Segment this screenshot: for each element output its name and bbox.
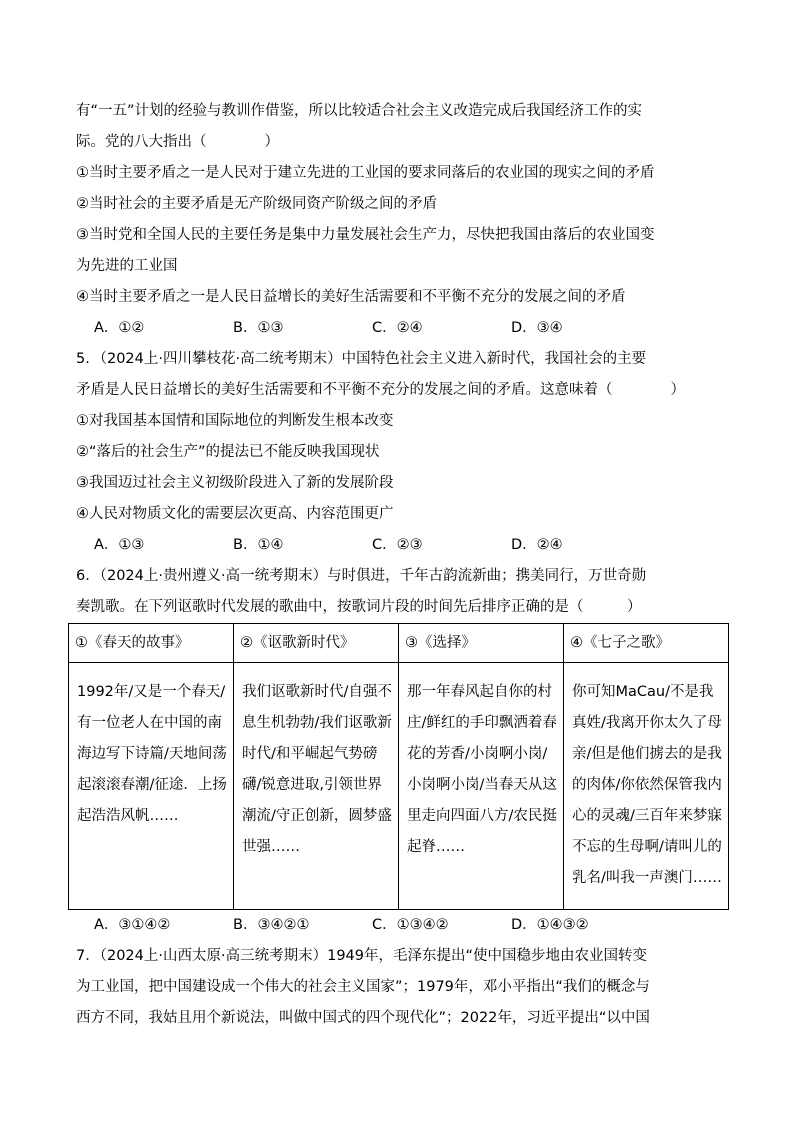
statement-item: ①当时主要矛盾之一是人民对于建立先进的工业国的要求同落后的农业国的现实之间的矛盾 (76, 165, 655, 181)
answer-options (76, 530, 721, 561)
option-c: C．①③④② (372, 917, 449, 933)
table-row (69, 663, 729, 910)
question-4 (76, 96, 721, 344)
option-a: A．③①④② (94, 917, 171, 933)
statement-item: ③当时党和全国人民的主要任务是集中力量发展社会生产力，尽快把我国由落后的农业国变 (76, 227, 655, 243)
lyric-text: 我们讴歌新时代/自强不息生机勃勃/我们讴歌新时代/和平崛起气势磅礴/锐意进取,引领世界潮流/守正创新，圆梦盛世强…… (242, 684, 392, 855)
statement-item: ④当时主要矛盾之一是人民日益增长的美好生活需要和不平衡不充分的发展之间的矛盾 (76, 289, 626, 305)
option-a: A．①③ (94, 537, 145, 553)
table-cell (234, 663, 399, 910)
question-5 (76, 344, 721, 561)
question-6 (76, 561, 721, 941)
table-header-cell: ①《春天的故事》 (69, 624, 234, 663)
question-stem-line: 6．（2024上·贵州遵义·高一统考期末）与时俱进，千年古韵流新曲；携美同行，万世奇勋 (76, 568, 647, 584)
option-d: D．①④③② (511, 917, 589, 933)
table-cell (69, 663, 234, 910)
table-header-cell: ④《七子之歌》 (564, 624, 729, 663)
statement-item: 为先进的工业国 (76, 258, 178, 274)
table-header-row (69, 624, 729, 663)
option-c: C．②④ (372, 320, 423, 336)
question-stem-line: 奏凯歌。在下列讴歌时代发展的歌曲中，按歌词片段的时间先后排序正确的是（ ） (76, 599, 642, 615)
answer-options (76, 910, 721, 941)
question-stem-line: 际。党的八大指出（ ） (76, 134, 279, 150)
question-stem-line: 7．（2024上·山西太原·高三统考期末）1949年，毛泽东提出“使中国稳步地由农业国转变 (76, 948, 648, 964)
lyric-text: 你可知MaCau/不是我真姓/我离开你太久了母亲/但是他们掳去的是我的肉体/你依然保管我内心的灵魂/三百年来梦寐不忘的生母啊/请叫儿的乳名/叫我一声澳门…… (572, 684, 722, 886)
table-header-cell: ③《选择》 (399, 624, 564, 663)
option-a: A．①② (94, 320, 145, 336)
answer-options (76, 313, 721, 344)
statement-item: ④人民对物质文化的需要层次更高、内容范围更广 (76, 506, 394, 522)
question-7 (76, 941, 721, 1034)
question-stem-line: 为工业国，把中国建设成一个伟大的社会主义国家”；1979年，邓小平指出“我们的概念与 (76, 979, 650, 995)
table-cell (564, 663, 729, 910)
table-cell (399, 663, 564, 910)
statement-item: ①对我国基本国情和国际地位的判断发生根本改变 (76, 413, 394, 429)
statement-item: ②“落后的社会生产”的提法已不能反映我国现状 (76, 444, 380, 460)
lyric-text: 那一年春风起自你的村庄/鲜红的手印飘洒着春花的芳香/小岗啊小岗/小岗啊小岗/当春天从这里走向四面八方/农民挺起脊…… (407, 684, 557, 855)
statement-item: ②当时社会的主要矛盾是无产阶级同资产阶级之间的矛盾 (76, 196, 437, 212)
question-stem-line: 有“一五”计划的经验与教训作借鉴，所以比较适合社会主义改造完成后我国经济工作的实 (76, 103, 643, 119)
song-lyrics-table (68, 623, 729, 910)
option-d: D．②④ (511, 537, 563, 553)
document-content (76, 96, 721, 1034)
question-stem-line: 5．（2024上·四川攀枝花·高二统考期末）中国特色社会主义进入新时代，我国社会的主要 (76, 351, 647, 367)
option-b: B．①③ (233, 320, 284, 336)
option-d: D．③④ (511, 320, 563, 336)
option-b: B．③④②① (233, 917, 310, 933)
question-stem-line: 矛盾是人民日益增长的美好生活需要和不平衡不充分的发展之间的矛盾。这意味着（ ） (76, 382, 685, 398)
lyric-text: 1992年/又是一个春天/有一位老人在中国的南海边写下诗篇/天地间荡起滚滚春潮/征途．上扬起浩浩风帆…… (77, 684, 227, 824)
option-b: B．①④ (233, 537, 284, 553)
statement-item: ③我国迈过社会主义初级阶段进入了新的发展阶段 (76, 475, 394, 491)
option-c: C．②③ (372, 537, 423, 553)
question-stem-line: 西方不同，我姑且用个新说法，叫做中国式的四个现代化”；2022年，习近平提出“以中国 (76, 1010, 650, 1026)
table-header-cell: ②《讴歌新时代》 (234, 624, 399, 663)
